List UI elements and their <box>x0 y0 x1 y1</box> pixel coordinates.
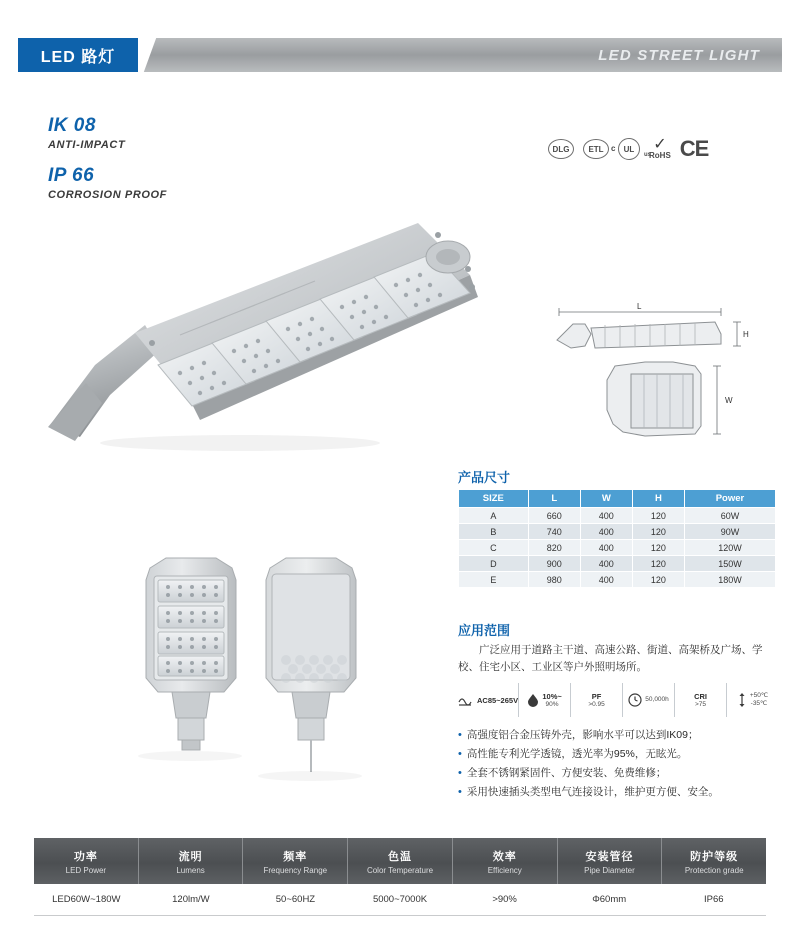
feature-humidity-main: 10%~ <box>542 691 562 701</box>
page-header <box>0 38 800 80</box>
spec-header-power-cn: 功率 <box>73 850 98 863</box>
spec-header-frequency-en: Frequency Range <box>263 865 328 875</box>
dim-label-L: L <box>637 302 642 311</box>
cell-length: 660 <box>528 508 580 524</box>
cell-width: 400 <box>580 508 632 524</box>
spec-value-pipe-diameter: Φ60mm <box>592 894 627 905</box>
feature-cri-sub: >75 <box>695 700 707 708</box>
spec-header-ip-en: Protection grade <box>684 865 744 875</box>
bullet-dot-icon: • <box>458 729 462 741</box>
bullet-text: 采用快速插头类型电气连接设计，维护更方便、安全。 <box>466 786 719 798</box>
spec-header-efficiency <box>452 838 557 884</box>
spec-value-power: LED60W~180W <box>52 894 121 905</box>
bullet-dot-icon: • <box>458 767 462 779</box>
table-header-row <box>459 490 776 508</box>
feature-lifespan-sub: 50,000h <box>645 696 669 703</box>
spec-header-cct-en: Color Temperature <box>366 865 434 875</box>
ul-cert-label: UL <box>623 144 635 154</box>
feature-humidity <box>518 683 570 717</box>
feature-cri-main: CRI <box>694 691 707 701</box>
cell-length: 740 <box>528 524 580 540</box>
dlg-cert-label: DLG <box>552 144 570 154</box>
rating-specs <box>48 115 167 201</box>
spec-header-lumens-en: Lumens <box>176 865 205 875</box>
header-badge-label: LED 路灯 <box>40 48 116 66</box>
th-power: Power <box>684 490 775 508</box>
table-row <box>459 508 776 524</box>
ul-cert-icon <box>611 138 651 160</box>
cell-height: 120 <box>632 572 684 588</box>
feature-temp-min: -35℃ <box>750 700 768 707</box>
list-item <box>458 745 788 764</box>
spec-header-color-temperature <box>347 838 452 884</box>
spec-bar-values <box>34 884 766 916</box>
spec-header-protection-grade <box>661 838 766 884</box>
cell-power: 180W <box>684 572 775 588</box>
feature-bullet-list <box>458 726 788 802</box>
cell-size: B <box>459 524 529 540</box>
size-table <box>458 489 776 588</box>
spec-header-power <box>34 838 138 884</box>
application-title: 应用范围 <box>458 623 511 638</box>
spec-value-efficiency: >90% <box>492 894 517 905</box>
etl-cert-label: ETL <box>588 144 604 154</box>
feature-humidity-sub: 90% <box>545 700 559 708</box>
dim-label-W: W <box>725 396 733 405</box>
ip-rating-code: IP 66 <box>48 165 95 186</box>
spec-header-frequency-cn: 频率 <box>283 850 308 863</box>
table-row <box>459 572 776 588</box>
dim-label-H: H <box>743 330 749 339</box>
rohs-cert-label: RoHS <box>649 151 671 160</box>
cell-length: 820 <box>528 540 580 556</box>
spec-value-color-temperature: 5000~7000K <box>372 894 428 905</box>
th-width: W <box>580 490 632 508</box>
cell-width: 400 <box>580 572 632 588</box>
application-text: 广泛应用于道路主干道、高速公路、街道、高架桥及广场、学校、住宅小区、工业区等户外照明场所。 <box>458 644 763 673</box>
spec-header-power-en: LED Power <box>65 865 107 875</box>
cell-length: 900 <box>528 556 580 572</box>
th-size: SIZE <box>459 490 529 508</box>
spec-header-efficiency-cn: 效率 <box>492 850 517 863</box>
ul-cert-suffix: us <box>643 152 651 158</box>
rohs-check-icon: ✓ <box>653 136 667 153</box>
feature-cri <box>674 683 726 717</box>
spec-header-pipe-diameter <box>557 838 662 884</box>
cell-power: 150W <box>684 556 775 572</box>
bullet-text: 高性能专利光学透镜，透光率为95%，无眩光。 <box>466 748 688 760</box>
cell-length: 980 <box>528 572 580 588</box>
feature-icon-strip <box>458 683 778 717</box>
ip-rating-label: CORROSION PROOF <box>48 189 168 201</box>
cell-height: 120 <box>632 540 684 556</box>
cell-size: D <box>459 556 529 572</box>
th-length: L <box>528 490 580 508</box>
spec-header-lumens <box>138 838 243 884</box>
bullet-dot-icon: • <box>458 786 462 798</box>
cell-power: 120W <box>684 540 775 556</box>
spec-header-lumens-cn: 流明 <box>178 850 203 863</box>
header-title-bar <box>138 38 782 72</box>
product-photo-views <box>120 550 380 800</box>
ce-cert-icon <box>680 136 709 162</box>
feature-lifespan <box>622 683 674 717</box>
cell-power: 60W <box>684 508 775 524</box>
cell-size: A <box>459 508 529 524</box>
cell-height: 120 <box>632 556 684 572</box>
feature-pf-main: PF <box>591 691 602 701</box>
feature-voltage-label: AC85~265V <box>477 695 519 705</box>
humidity-icon <box>527 693 539 707</box>
feature-power-factor <box>570 683 622 717</box>
spec-header-efficiency-en: Efficiency <box>487 865 522 875</box>
header-badge <box>18 38 138 72</box>
ul-cert-prefix: c <box>611 144 616 153</box>
spec-value-frequency: 50~60HZ <box>275 894 316 905</box>
spec-header-cct-cn: 色温 <box>388 850 413 863</box>
cell-power: 90W <box>684 524 775 540</box>
etl-cert-icon <box>583 139 609 159</box>
cell-height: 120 <box>632 508 684 524</box>
spec-header-pipe-cn: 安装管径 <box>585 850 634 863</box>
th-height: H <box>632 490 684 508</box>
product-photo-main <box>40 215 510 455</box>
header-title-en: LED STREET LIGHT <box>598 46 760 64</box>
feature-temp-max: +50℃ <box>749 692 769 699</box>
size-table-title: 产品尺寸 <box>458 470 511 485</box>
dlg-cert-icon <box>548 139 574 159</box>
bullet-text: 高强度铝合金压铸外壳，影响水平可以达到IK09； <box>466 729 699 741</box>
spec-header-frequency <box>242 838 347 884</box>
spec-header-ip-cn: 防护等级 <box>690 850 739 863</box>
bullet-text: 全套不锈钢紧固件、方便安装、免费维修； <box>466 767 667 779</box>
rohs-cert-icon <box>649 138 671 160</box>
thermometer-icon <box>737 692 747 708</box>
feature-voltage <box>458 683 518 717</box>
spec-header-pipe-en: Pipe Diameter <box>584 865 635 875</box>
spec-value-protection-grade: IP66 <box>703 894 724 905</box>
cell-width: 400 <box>580 556 632 572</box>
cell-width: 400 <box>580 524 632 540</box>
ik-rating-label: ANTI-IMPACT <box>48 139 126 151</box>
cell-height: 120 <box>632 524 684 540</box>
clock-icon <box>628 693 642 707</box>
bullet-dot-icon: • <box>458 748 462 760</box>
cell-width: 400 <box>580 540 632 556</box>
spec-value-lumens: 120lm/W <box>172 894 210 905</box>
cell-size: C <box>459 540 529 556</box>
dimension-drawings <box>545 300 775 450</box>
list-item <box>458 726 788 745</box>
ce-cert-label: CE <box>679 136 709 161</box>
feature-pf-sub: >0.95 <box>588 700 605 708</box>
ik-rating-code: IK 08 <box>48 115 96 136</box>
list-item <box>458 764 788 783</box>
voltage-icon <box>458 693 474 707</box>
spec-bar-header <box>34 838 766 884</box>
certification-row <box>548 136 708 162</box>
feature-temperature <box>726 683 778 717</box>
table-row <box>459 540 776 556</box>
list-item <box>458 783 788 802</box>
table-row <box>459 556 776 572</box>
cell-size: E <box>459 572 529 588</box>
table-row <box>459 524 776 540</box>
